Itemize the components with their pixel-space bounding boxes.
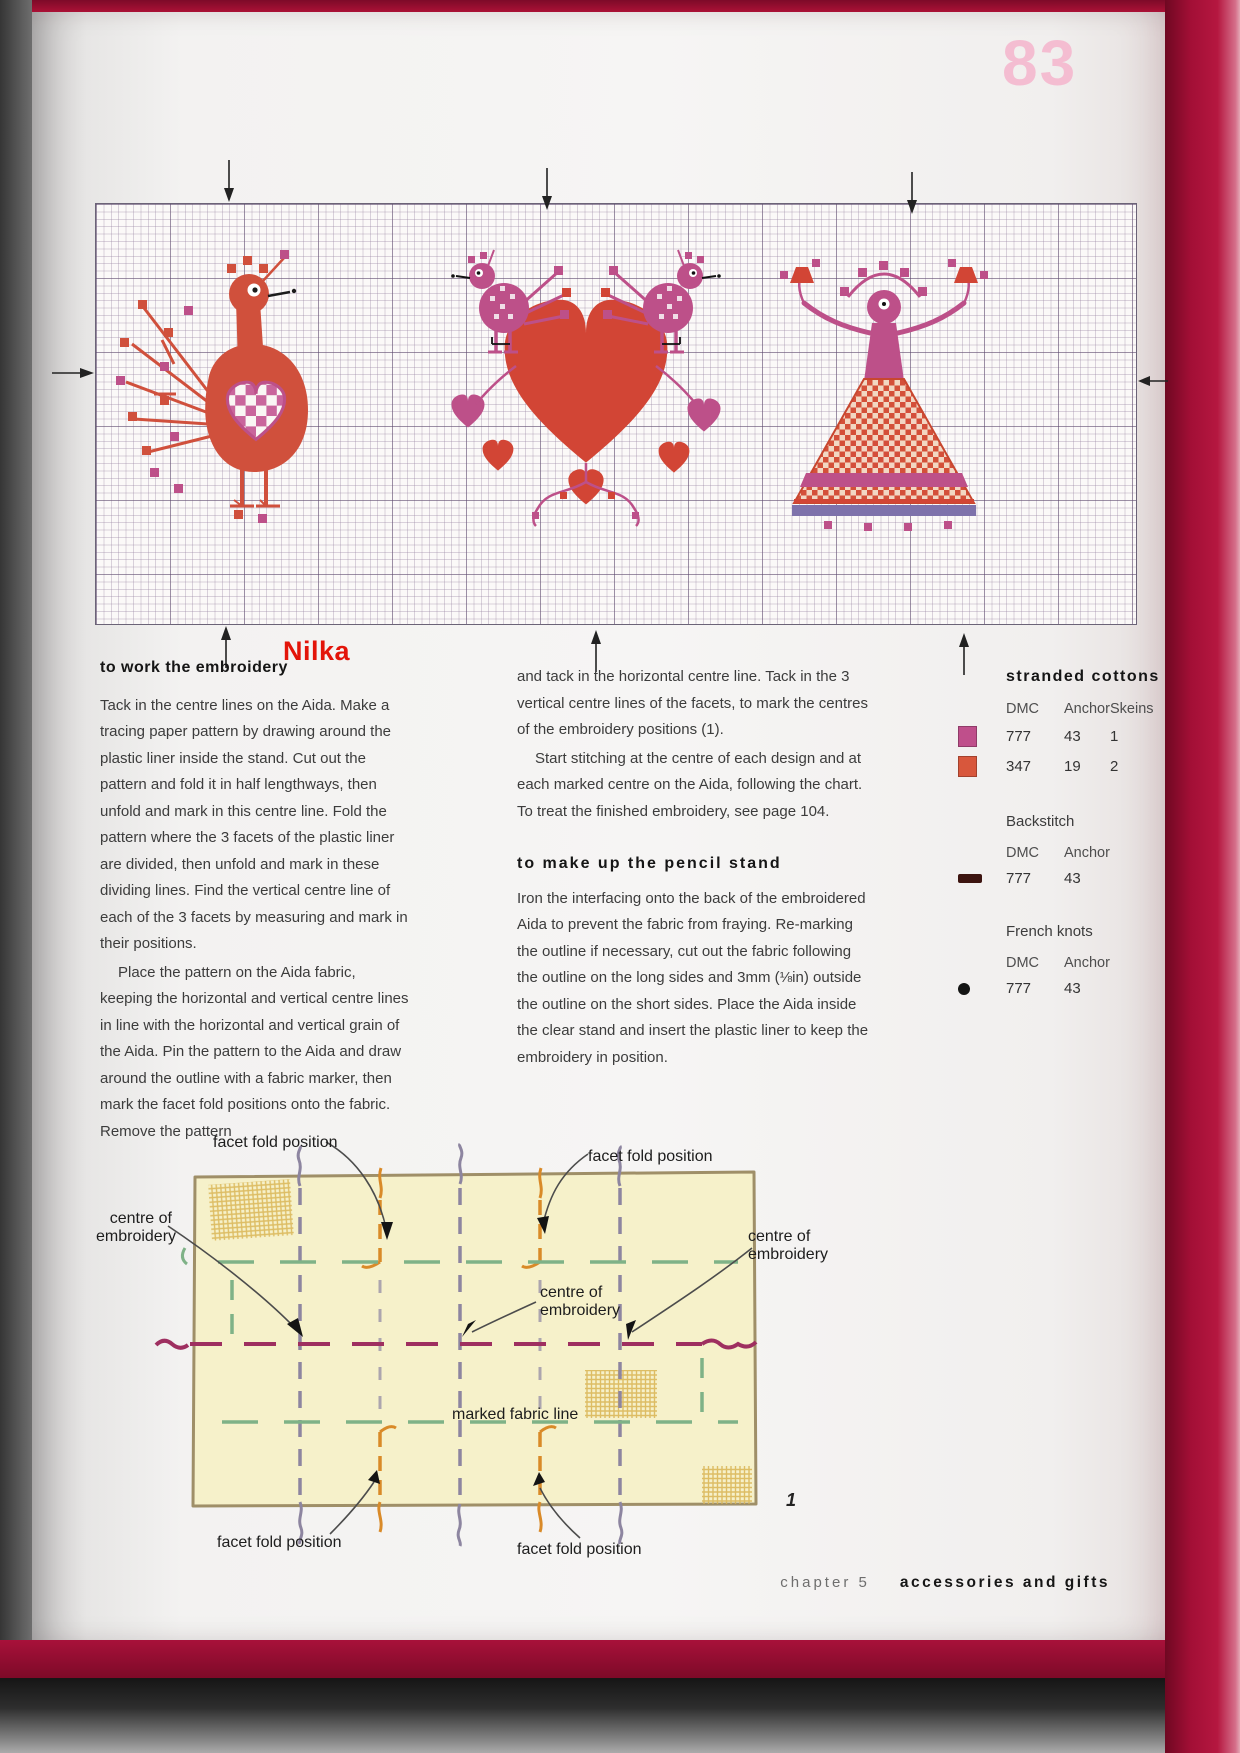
dmc-number: 777: [1006, 870, 1032, 887]
label-line: embroidery: [540, 1302, 621, 1319]
label-line: centre of: [540, 1284, 603, 1301]
paragraph: Place the pattern on the Aida fabric, keeping the horizontal and vertical centre lines in line with the horizontal and vertical grain of the Aida. Pin the pattern to the Aida and draw around the outline with a fabric marker, then mark the facet fold positions onto the fabric. Remove the pattern: [100, 963, 409, 1140]
middle-text-column: [517, 664, 871, 1073]
label-line: centre of: [109, 1210, 172, 1227]
diagram-label-facet-fold: facet fold position: [517, 1541, 642, 1558]
skeins-count: 1: [1110, 728, 1119, 745]
backstitch-header: [958, 845, 1165, 861]
diagram-label-centre: [540, 1284, 620, 1320]
anchor-number: 43: [1064, 980, 1081, 997]
french-knots-header: [958, 955, 1165, 971]
centre-marker-arrow-left-icon: [1138, 374, 1168, 388]
thread-swatch-777: [958, 726, 977, 747]
thread-key-title: stranded cottons: [1006, 668, 1160, 685]
col-header-anchor: Anchor: [1064, 955, 1110, 971]
bird-motif: [114, 244, 334, 549]
page-footer: [700, 1574, 1110, 1592]
diagram-label-centre: [748, 1228, 828, 1264]
col-header-anchor: Anchor: [1064, 701, 1110, 717]
backstitch-swatch: [958, 874, 982, 883]
section-heading-work-embroidery: to work the embroidery: [100, 659, 288, 676]
dmc-number: 777: [1006, 728, 1032, 745]
footer-chapter: chapter 5: [780, 1574, 870, 1591]
book-cover-bottom-edge: [0, 1640, 1165, 1678]
thread-key: [958, 668, 1165, 997]
paragraph: Iron the interfacing onto the back of the embroidered Aida to prevent the fabric from fraying. Re-marking the outline if necessary, cut out the fabric following the outline on the long sides and 3mm (⅛in) outside the outline on the short sides. Place the Aida inside the clear stand and insert the plastic liner to keep the embroidery in position.: [517, 889, 869, 1066]
book-cover-right: [1165, 0, 1240, 1753]
anchor-number: 43: [1064, 870, 1081, 887]
birds-heart-motif: [436, 246, 736, 546]
col-header-dmc: DMC: [1006, 955, 1040, 971]
thread-key-header: [958, 701, 1165, 717]
diagram-label-facet-fold: facet fold position: [213, 1134, 338, 1151]
diagram-label-facet-fold: facet fold position: [588, 1148, 713, 1165]
fabric-marking-diagram: [90, 1130, 810, 1560]
diagram-label-facet-fold: facet fold position: [217, 1534, 342, 1551]
col-header-skeins: Skeins: [1110, 701, 1154, 717]
photo-left-edge: [0, 0, 32, 1753]
photo-bottom-shadow: [0, 1678, 1240, 1753]
dmc-number: 347: [1006, 758, 1032, 775]
paragraph: and tack in the horizontal centre line. Tack in the 3 vertical centre lines of the facets, to mark the centres of the embroidery positions (1).: [517, 668, 868, 738]
diagram-label-centre: [96, 1210, 177, 1246]
section-heading-make-up-pencil-stand: to make up the pencil stand: [517, 855, 782, 872]
label-line: centre of: [748, 1228, 811, 1245]
thread-row: [958, 756, 1165, 777]
cross-stitch-chart: [95, 203, 1137, 625]
label-line: embroidery: [96, 1228, 177, 1245]
centre-marker-arrow-down-icon: [540, 168, 554, 210]
anchor-number: 19: [1064, 758, 1081, 775]
french-knot-dot-icon: [958, 983, 970, 995]
label-line: embroidery: [748, 1246, 829, 1263]
skeins-count: 2: [1110, 758, 1119, 775]
figure-motif: [746, 259, 1036, 549]
figure-number: 1: [786, 1490, 797, 1510]
thread-swatch-347: [958, 756, 977, 777]
book-cover-top-edge: [32, 0, 1165, 12]
paragraph: Start stitching at the centre of each design and at each marked centre on the Aida, following the chart. To treat the finished embroidery, see page 104.: [517, 749, 863, 820]
french-knots-title: French knots: [1006, 923, 1093, 940]
paragraph: Tack in the centre lines on the Aida. Make a tracing paper pattern by drawing around the plastic liner inside the stand. Cut out the pattern and fold it in half lengthways, then unfold and mark in this centre line. Fold the pattern where the 3 facets of the plastic liner are divided, then unfold and mark in these dividing lines. Find the vertical centre line of each of the 3 facets by measuring and mark in their positions.: [100, 696, 408, 952]
dmc-number: 777: [1006, 980, 1032, 997]
anchor-number: 43: [1064, 728, 1081, 745]
page-number: 83: [1002, 27, 1078, 99]
centre-marker-arrow-down-icon: [222, 160, 236, 202]
diagram-label-marked-fabric-line: marked fabric line: [452, 1406, 579, 1423]
col-header-dmc: DMC: [1006, 701, 1040, 717]
red-watermark: Nilka: [283, 636, 351, 666]
left-text-column: [100, 655, 412, 1147]
footer-section: accessories and gifts: [899, 1574, 1110, 1591]
thread-row: [958, 726, 1165, 747]
backstitch-row: [958, 870, 1165, 887]
french-knots-row: [958, 980, 1165, 997]
col-header-anchor: Anchor: [1064, 845, 1110, 861]
col-header-dmc: DMC: [1006, 845, 1040, 861]
centre-marker-arrow-right-icon: [52, 366, 94, 380]
backstitch-title: Backstitch: [1006, 813, 1075, 830]
centre-marker-arrow-down-icon: [905, 172, 919, 214]
